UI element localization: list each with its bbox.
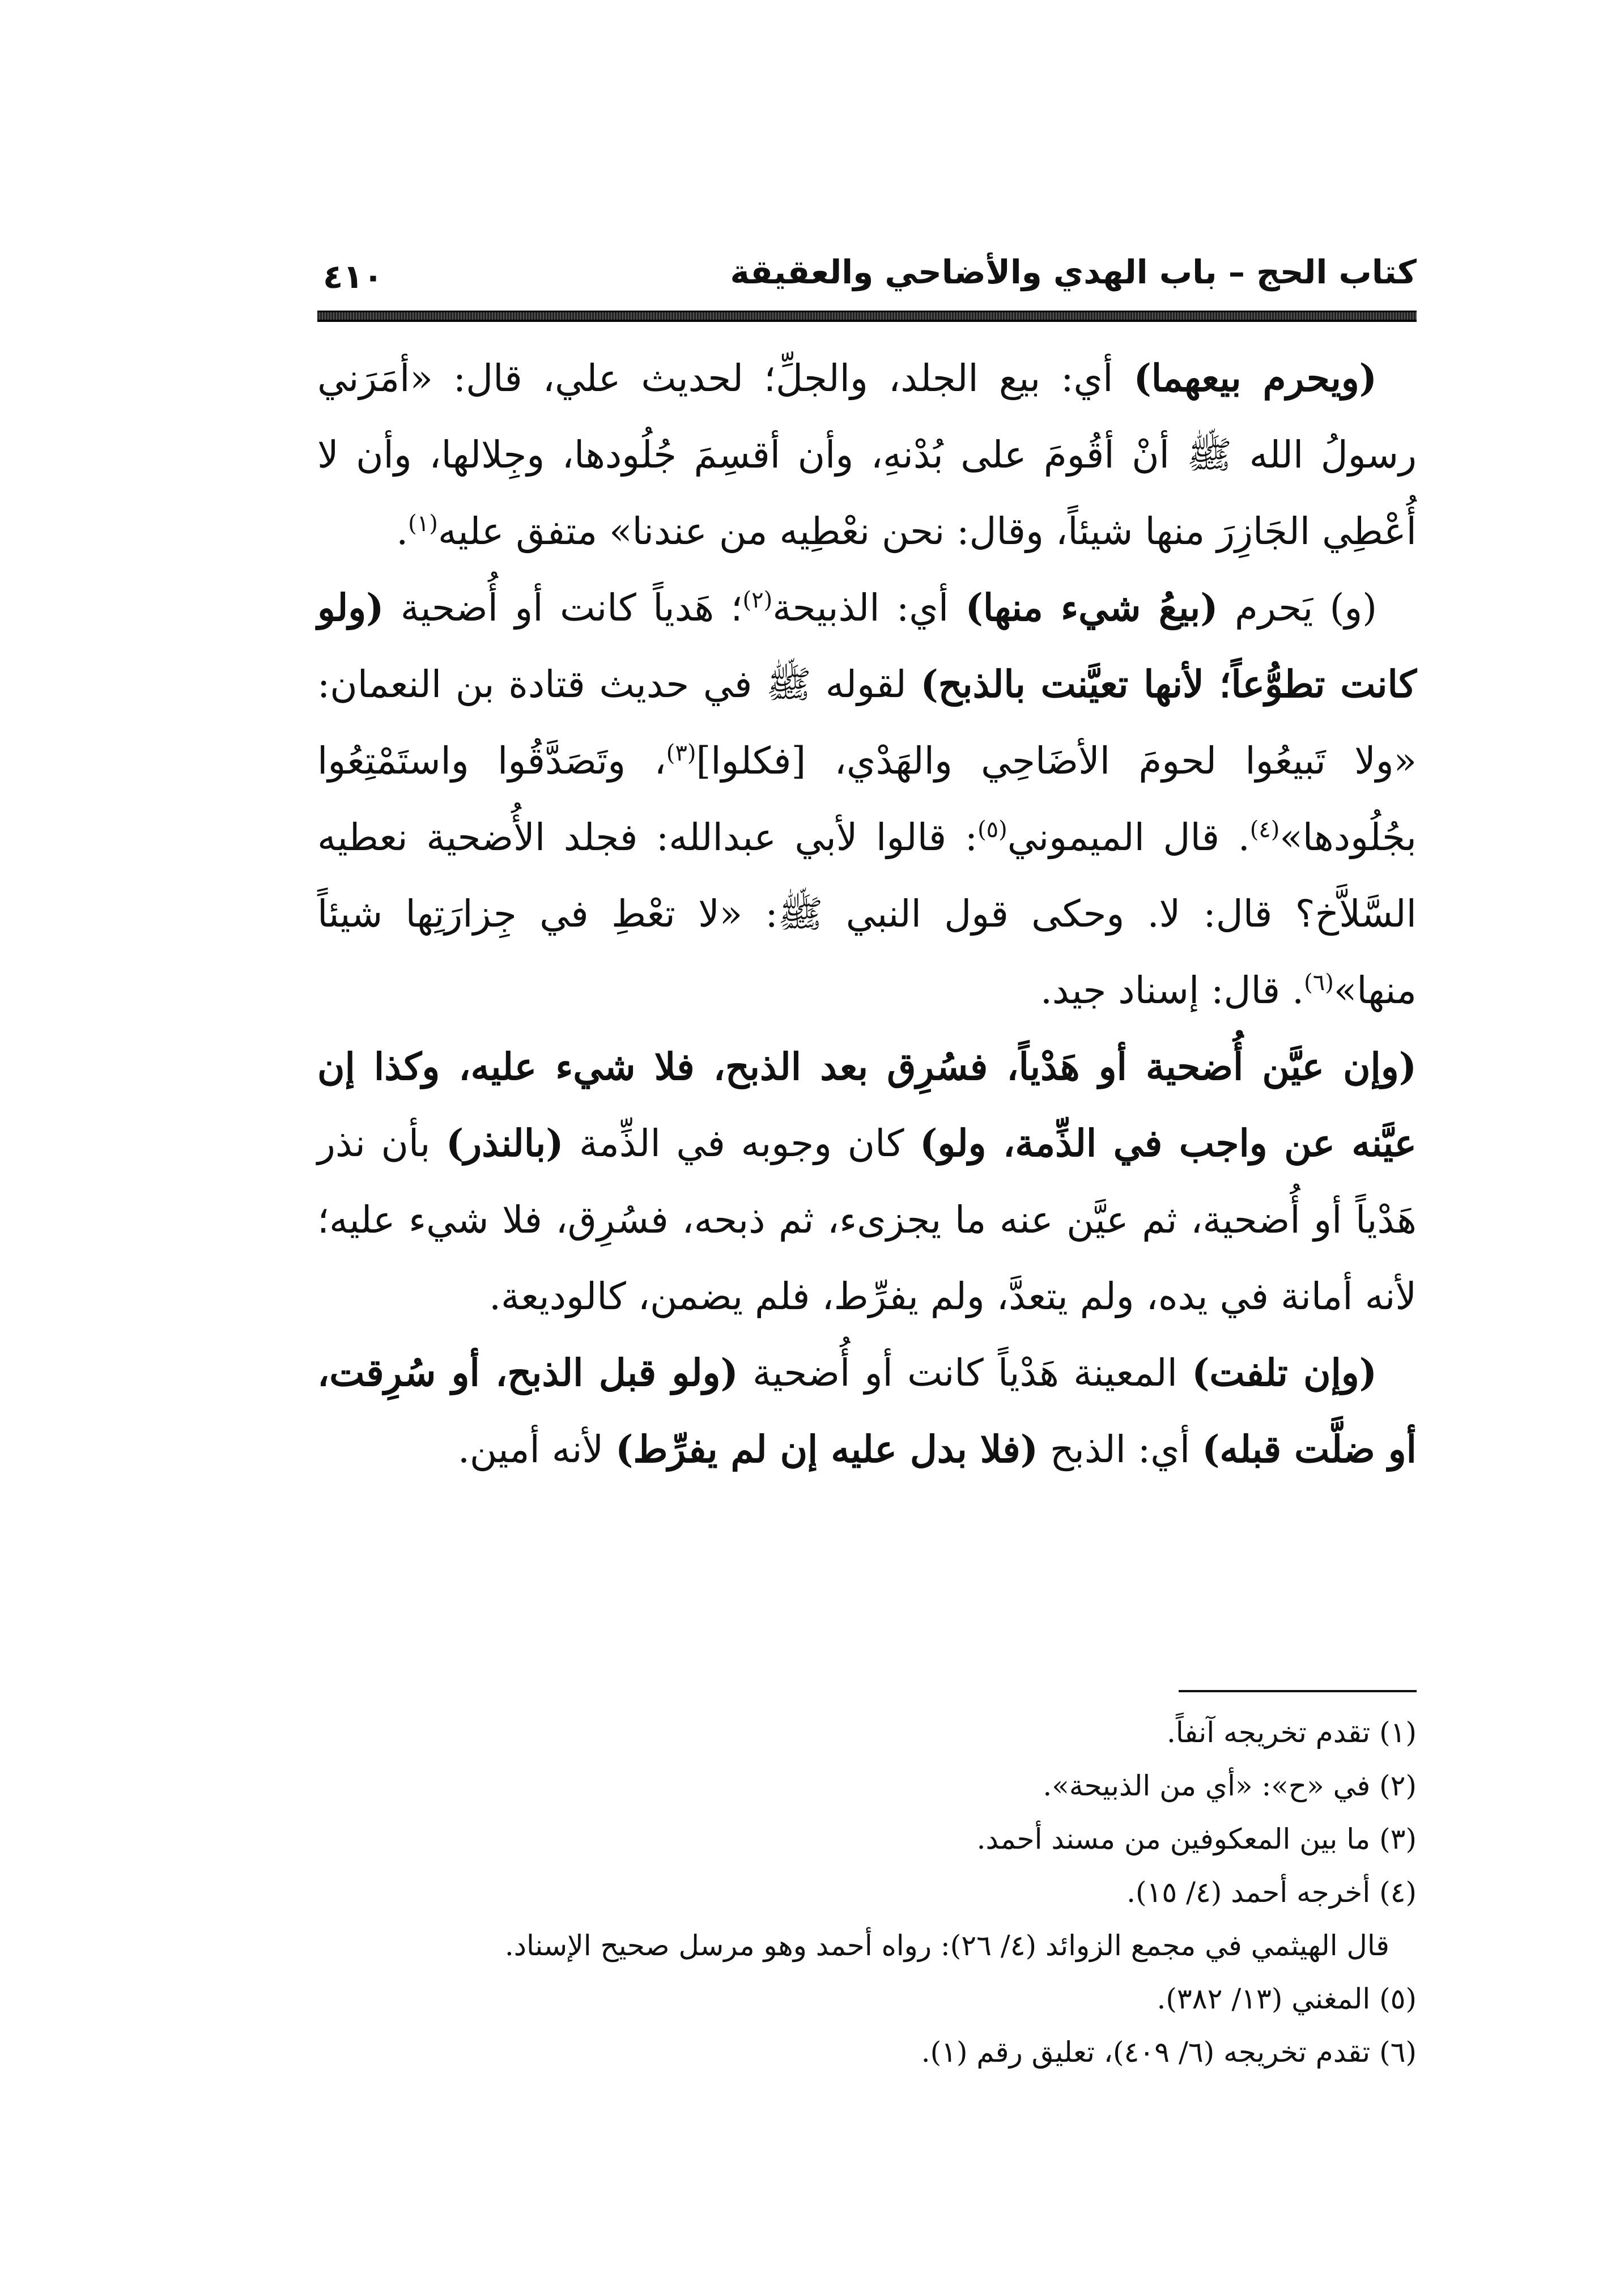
text-run: أي: بيع الجلد، والجلِّ؛ لحديث علي، قال: «أمَرَني رسولُ الله ﷺ أنْ أقُومَ على بُدْنهِ، وأن أقسِمَ جُلُودها، وجِلالها، وأن لا أُعْطِي الجَازِرَ منها شيئاً، وقال: نحن نعْطِيه من عندنا» متفق عليه [317, 356, 1417, 553]
bold-phrase: (فلا بدل عليه إن لم يفرِّط) [615, 1427, 1038, 1471]
running-title: كتاب الحج – باب الهدي والأضاحي والعقيقة [730, 253, 1417, 291]
footnote-2: (٢) في «ح»: «أي من الذبيحة». [1043, 1769, 1417, 1802]
bold-phrase: (ولو قبل الذبح، أو سُرِقت، أو ضلَّت قبله) [317, 1351, 1417, 1471]
paragraph-2 [317, 570, 1417, 1029]
text-run: بأن نذر هَدْياً أو أُضحية، ثم عيَّن عنه ما يجزىء، ثم ذبحه، فسُرِق، فلا شيء عليه؛ لأنه أمانة في يده، ولم يتعدَّ، ولم يفرِّط، فلم يضمن، كالوديعة. [317, 1122, 1417, 1318]
bold-phrase: (بالنذر) [445, 1121, 564, 1165]
page-number: ٤١٠ [323, 257, 384, 296]
footnotes [317, 1706, 1417, 2079]
footnote-ref: (١) [408, 511, 438, 537]
paragraph-3 [317, 1029, 1417, 1335]
text-run: أي: الذبح [1038, 1428, 1202, 1471]
header-rule [317, 311, 1417, 322]
text-run: لأنه أمين. [457, 1428, 616, 1471]
footnote-ref: (٢) [742, 587, 773, 613]
text-run: ؛ هَدياً كانت أو أُضحية [384, 586, 743, 630]
footnote-6: (٦) تقدم تخريجه (٦/ ٤٠٩)، تعليق رقم (١). [921, 2036, 1417, 2069]
bold-phrase: (بيعُ شيء منها) [965, 585, 1218, 630]
text-run: كان وجوبه في الذِّمة [563, 1122, 920, 1165]
footnote-ref: (٦) [1304, 970, 1334, 996]
bold-phrase: (وإن تلفت) [1192, 1351, 1377, 1395]
footnote-ref: (٤) [1249, 817, 1280, 843]
text-run: : قالوا لأبي عبدالله: فجلد الأُضحية نعطيه السَّلاَّخ؟ قال: لا. وحكى قول النبي ﷺ: «لا تعْطِ في جِزارَتِها شيئاً منها» [317, 816, 1417, 1012]
text-run: لقوله ﷺ في حديث قتادة بن النعمان: «ولا تَبيعُوا لحومَ الأضَاحِي والهَدْي، [فكلوا] [317, 663, 1417, 783]
footnote-1: (١) تقدم تخريجه آنفاً. [1167, 1716, 1417, 1749]
footnote-3: (٣) ما بين المعكوفين من مسند أحمد. [976, 1823, 1417, 1855]
text-run: . قال: إسناد جيد. [1040, 969, 1304, 1012]
text-run: أي: الذبيحة [772, 586, 966, 630]
footnote-5: (٥) المغني (١٣/ ٣٨٢). [1157, 1982, 1417, 2015]
text-run: المعينة هَدْياً كانت أو أُضحية [738, 1351, 1192, 1395]
text-run: . قال الميموني [1007, 816, 1250, 859]
text-run: ، وتَصَدَّقُوا واستَمْتِعُوا بجُلُودها» [317, 739, 1417, 859]
footnote-ref: (٣) [666, 740, 696, 766]
text-run: . [396, 509, 409, 553]
paragraph-1 [317, 340, 1417, 570]
bold-phrase: (ولو كانت تطوُّعاً؛ لأنها تعيَّنت بالذبح) [317, 585, 1417, 706]
paragraph-4 [317, 1335, 1417, 1488]
main-text [317, 340, 1417, 1488]
text-run: (و) يَحرم [1218, 586, 1377, 630]
footnote-separator [1179, 1690, 1417, 1692]
bold-phrase: (ويحرم بيعهما) [1133, 356, 1378, 400]
footnote-4: (٤) أخرجه أحمد (٤/ ١٥). [1126, 1876, 1417, 1909]
page-header [317, 249, 1417, 300]
footnote-4-continuation: قال الهيثمي في مجمع الزوائد (٤/ ٢٦): رواه أحمد وهو مرسل صحيح الإسناد. [504, 1929, 1389, 1962]
footnote-ref: (٥) [977, 817, 1007, 843]
bold-phrase: (وإن عيَّن أُضحية أو هَدْياً، فسُرِق بعد الذبح، فلا شيء عليه، وكذا إن عيَّنه عن واجب في الذِّمة، ولو) [317, 1044, 1417, 1165]
